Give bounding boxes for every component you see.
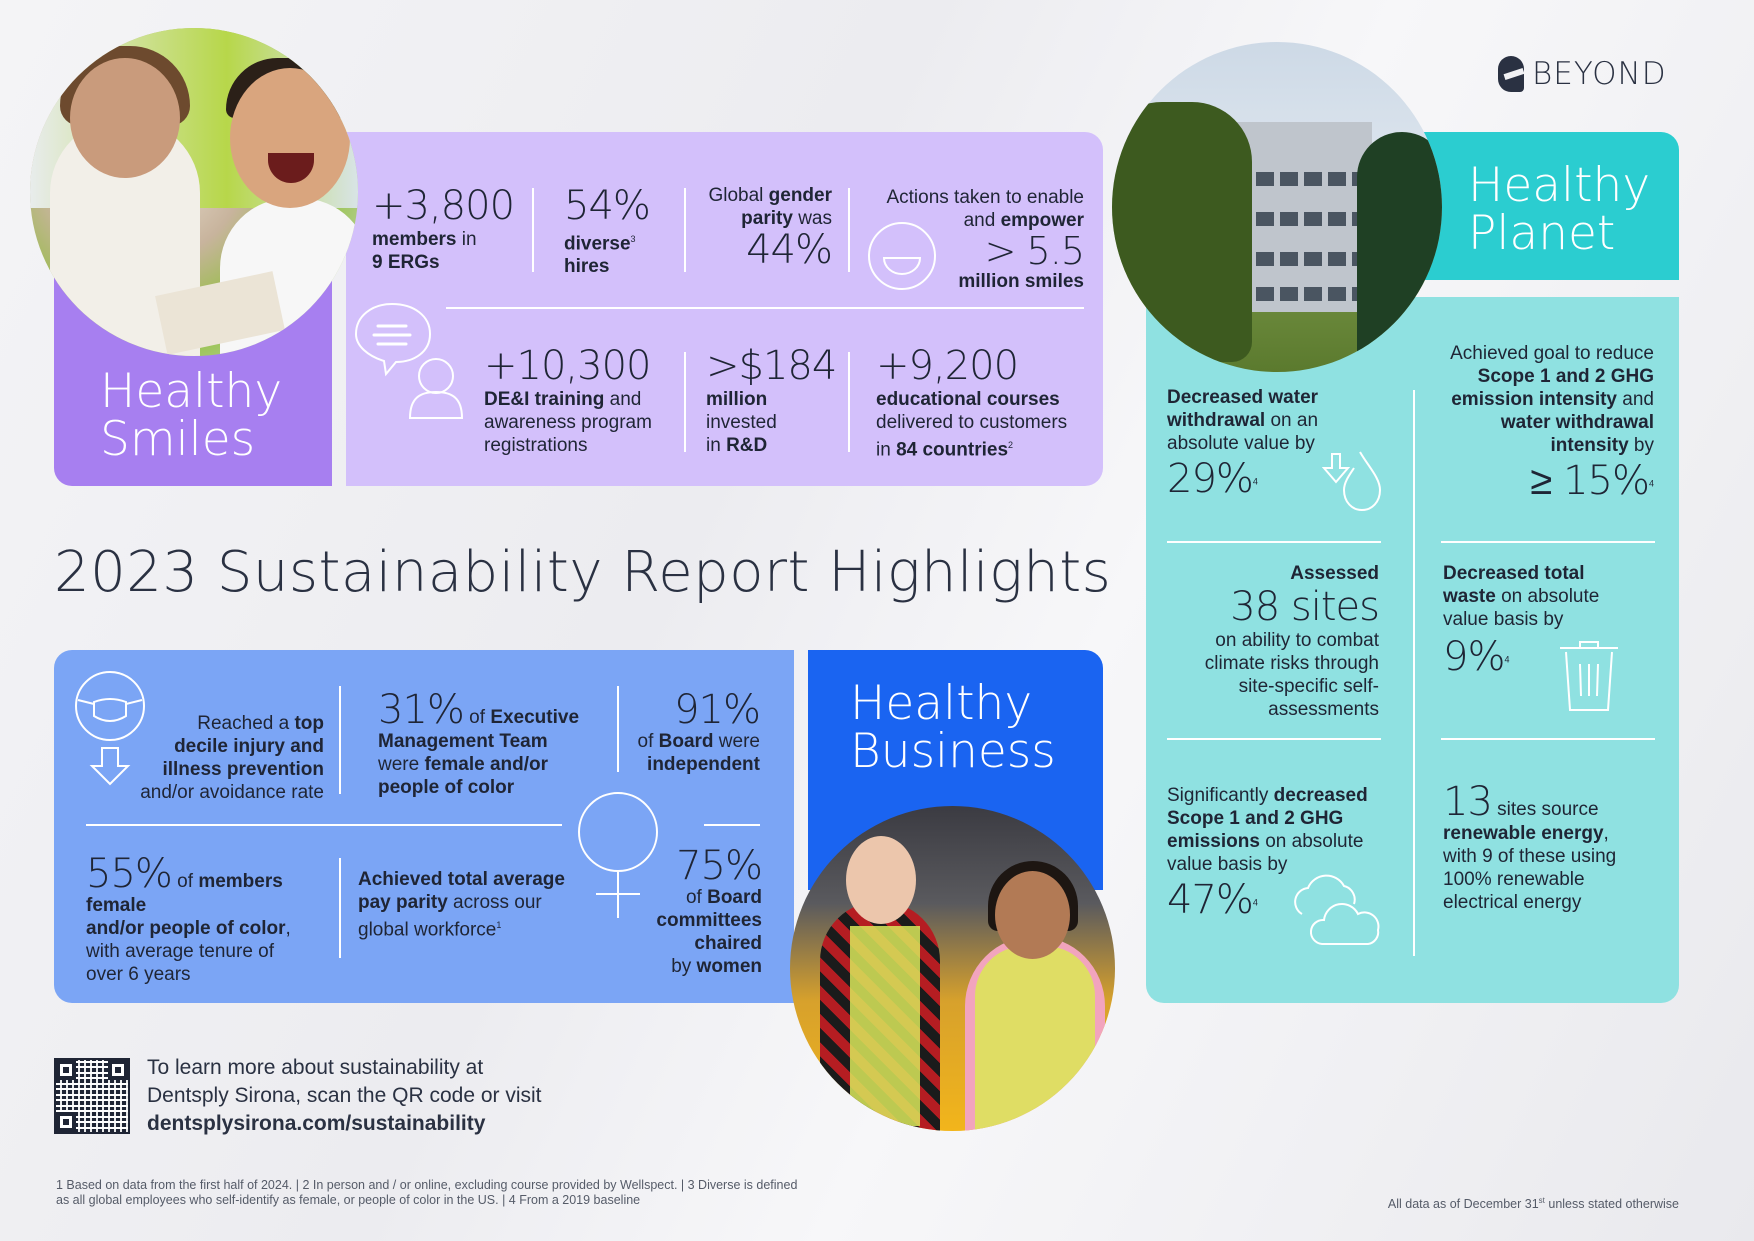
business-tab-title: Healthy Business [850,676,1056,779]
sustainability-link[interactable]: dentsplysirona.com/sustainability [147,1112,486,1135]
water-stat: Decreased water withdrawal on an absolute value by 29%$^4$ [1167,387,1319,502]
planet-photo [1112,42,1442,372]
diverse-stat: 54% diverse$^3$ hires [564,183,650,278]
erg-stat: +3,800 members in 9 ERGs [372,183,515,273]
ghg-emissions-stat: Significantly decreased Scope 1 and 2 GHG emissions on absolute value basis by 47%$^4$ [1167,785,1368,923]
renewable-stat: 13 sites source renewable energy, with 9 of these using 100% renewable electrical energy [1443,779,1617,913]
planet-tab-title: Healthy Planet [1468,158,1651,261]
gender-parity-stat: Global gender parity was 44% [708,185,832,273]
beyond-logo-icon [1498,56,1524,92]
waste-stat: Decreased total waste on absolute value basis by 9%$^4$ [1443,563,1600,680]
board-female-stat: 55% of members female and/or people of color, with average tenure of over 6 years [86,851,291,985]
page-title: 2023 Sustainability Report Highlights [54,540,1112,605]
cloud-icon [1282,874,1382,951]
exec-stat: 31% of Executive Management Team were female and/or people of color [378,687,580,798]
sites-stat: Assessed 38 sites on ability to combat climate risks through site-specific self- assessments [1204,563,1379,720]
qr-code[interactable] [56,1060,128,1132]
business-photo [790,806,1115,1131]
courses-stat: +9,200 educational courses delivered to customers in 84 countries$^2$ [876,343,1068,461]
ghg-goal-stat: Achieved goal to reduce Scope 1 and 2 GHG emission intensity and water withdrawal intensity by ≥ 15%$^4$ [1450,343,1654,504]
water-drop-icon [1322,446,1384,517]
empower-stat: Actions taken to enable and empower > 5.5 million smiles [886,187,1084,292]
footer-cta: To learn more about sustainability at Dentsply Sirona, scan the QR code or visit dentsplysirona.com/sustainability [147,1054,542,1138]
chat-person-icon [352,298,470,427]
pay-parity-stat: Achieved total average pay parity across our global workforce$^1$ [358,869,565,941]
smiles-photo [30,28,358,356]
brand-logo: BEYOND [1498,56,1667,92]
footnotes: 1 Based on data from the first half of 2024. | 2 In person and / or online, excluding course provided by Wellspect. | 3 Diverse is defined as all global employees who self-identify as female, or people of color in the US. | 4 From a 2019 baseline [56,1178,798,1207]
rd-stat: >$184 million invested in R&D [706,343,837,456]
smiles-tab-title: Healthy Smiles [100,364,283,467]
board-independent-stat: 91% of Board were independent [637,687,760,775]
injury-stat: Reached a top decile injury and illness prevention and/or avoidance rate [140,713,324,803]
training-stat: +10,300 DE&I training and awareness program registrations [484,343,652,456]
data-as-of-note: All data as of December 31st unless stated otherwise [1387,1196,1679,1212]
trash-bin-icon [1558,640,1620,717]
committees-stat: 75% of Board committees chaired by women [656,843,762,977]
